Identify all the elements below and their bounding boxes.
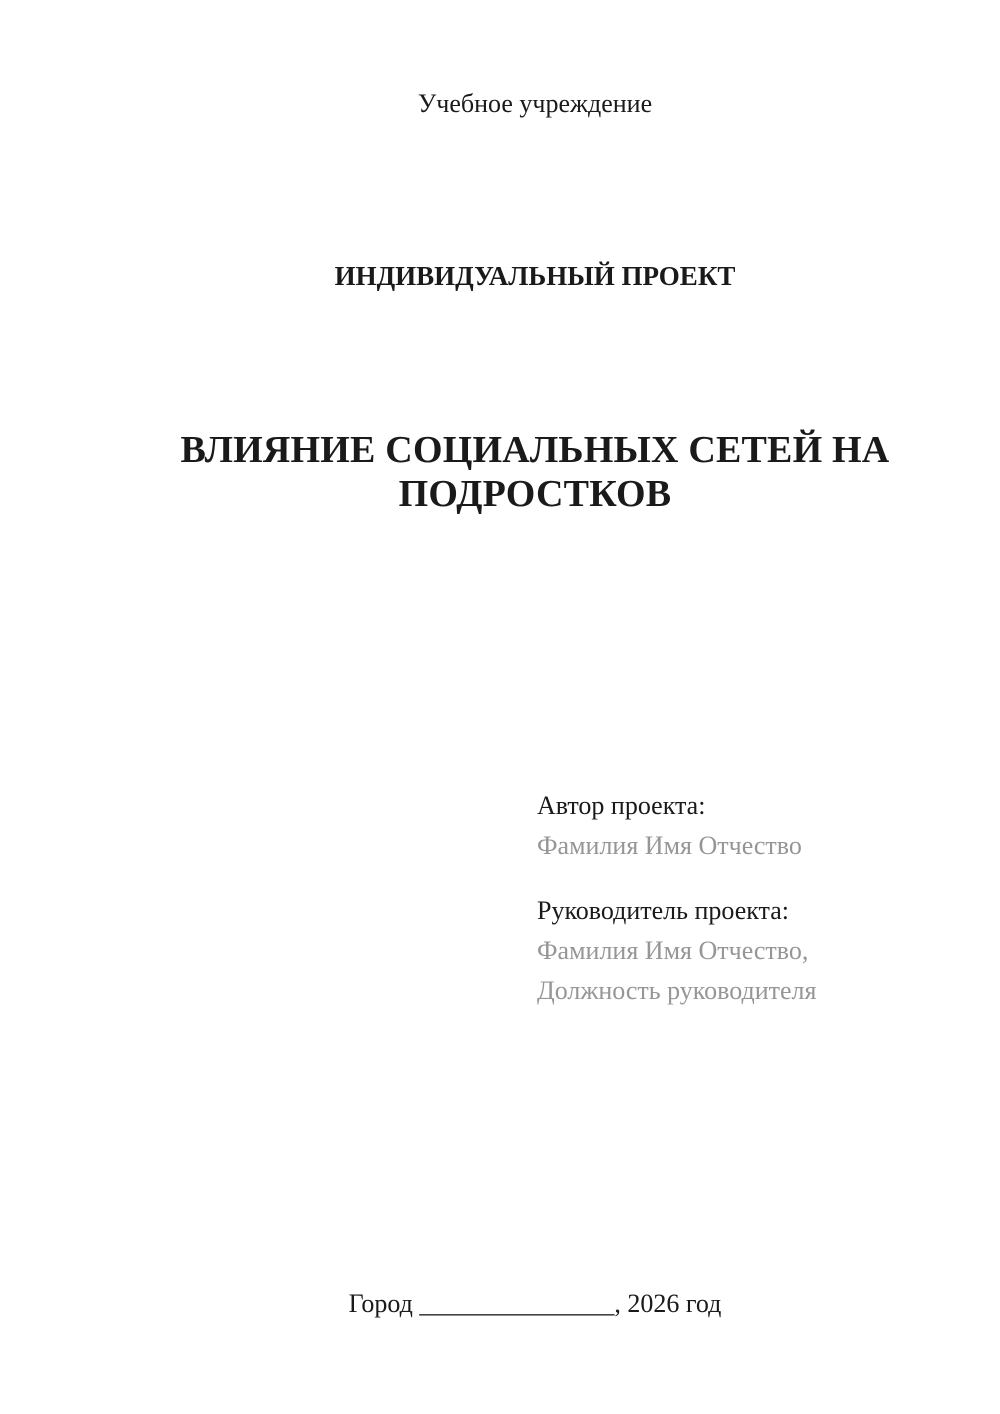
supervisor-name-placeholder: Фамилия Имя Отчество, <box>537 936 809 965</box>
author-label: Автор проекта: <box>537 791 706 820</box>
credits-block <box>537 786 816 1011</box>
supervisor-label: Руководитель проекта: <box>537 896 790 925</box>
project-type-heading: ИНДИВИДУАЛЬНЫЙ ПРОЕКТ <box>334 261 736 291</box>
city-year-line: Город _______________, 2026 год <box>348 1289 722 1318</box>
institution-line: Учебное учреждение <box>417 89 653 118</box>
main-title: ВЛИЯНИЕ СОЦИАЛЬНЫХ СЕТЕЙ НА ПОДРОСТКОВ <box>180 429 890 516</box>
author-name-placeholder: Фамилия Имя Отчество <box>537 831 802 860</box>
supervisor-position-placeholder: Должность руководителя <box>537 976 817 1005</box>
